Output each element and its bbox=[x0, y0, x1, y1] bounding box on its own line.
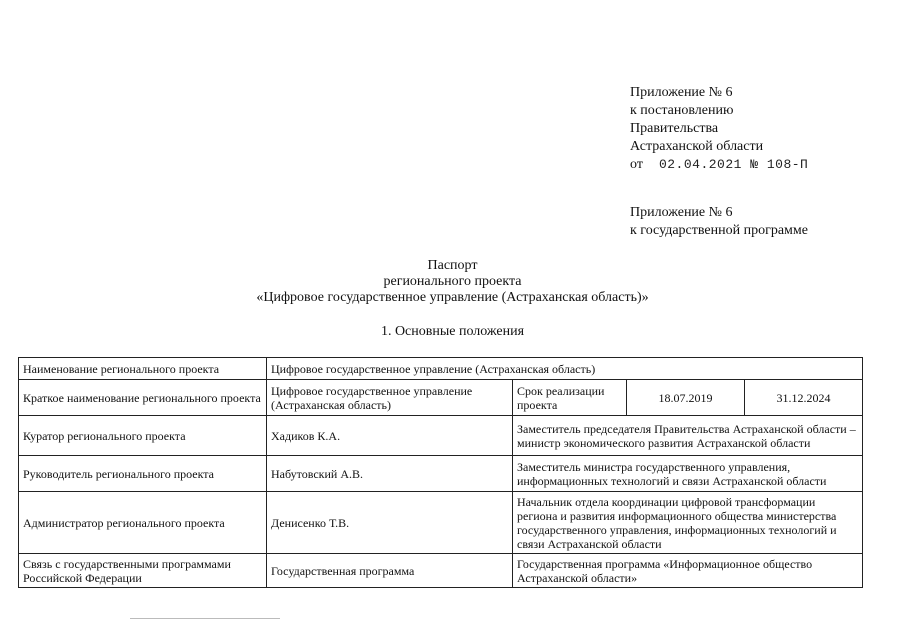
row-person-name: Денисенко Т.В. bbox=[267, 492, 513, 554]
appendix-program-line: к государственной программе bbox=[630, 223, 808, 238]
appendix-date-line bbox=[630, 156, 808, 174]
date-prefix: от bbox=[630, 157, 643, 172]
table-row bbox=[19, 554, 863, 588]
section-heading: 1. Основные положения bbox=[380, 324, 525, 339]
row-label: Наименование регионального проекта bbox=[19, 358, 267, 380]
decree-date-stamp: 02.04.2021 № 108-П bbox=[658, 157, 809, 172]
title-line-project-type: регионального проекта bbox=[383, 274, 522, 289]
table-row bbox=[19, 358, 863, 380]
row-label: Администратор регионального проекта bbox=[19, 492, 267, 554]
title-line-project-name: «Цифровое государственное управление (Астраханская область)» bbox=[256, 290, 649, 305]
title-line-passport: Паспорт bbox=[427, 258, 478, 273]
appendix-region-line: Астраханской области bbox=[630, 139, 764, 154]
table-row bbox=[19, 416, 863, 456]
row-program-name: Государственная программа bbox=[267, 554, 513, 588]
row-label: Куратор регионального проекта bbox=[19, 416, 267, 456]
period-label: Срок реализации проекта bbox=[513, 380, 627, 416]
period-start-date: 18.07.2019 bbox=[627, 380, 745, 416]
row-value: Цифровое государственное управление (Астраханская область) bbox=[267, 380, 513, 416]
appendix-decree-line: к постановлению bbox=[630, 103, 734, 118]
table-row bbox=[19, 380, 863, 416]
appendix-number: Приложение № 6 bbox=[630, 205, 733, 220]
appendix-number: Приложение № 6 bbox=[630, 85, 733, 100]
row-person-name: Хадиков К.А. bbox=[267, 416, 513, 456]
row-label: Связь с государственными программами Российской Федерации bbox=[19, 554, 267, 588]
scan-artifact bbox=[130, 618, 280, 619]
row-value: Цифровое государственное управление (Астраханская область) bbox=[267, 358, 863, 380]
row-label: Руководитель регионального проекта bbox=[19, 456, 267, 492]
row-person-position: Заместитель министра государственного управления, информационных технологий и связи Астраханской области bbox=[513, 456, 863, 492]
appendix-decree-block bbox=[630, 84, 808, 174]
row-program-description: Государственная программа «Информационное общество Астраханской области» bbox=[513, 554, 863, 588]
row-label: Краткое наименование регионального проекта bbox=[19, 380, 267, 416]
period-end-date: 31.12.2024 bbox=[745, 380, 863, 416]
table-row bbox=[19, 456, 863, 492]
project-passport-table bbox=[18, 357, 863, 588]
row-person-position: Начальник отдела координации цифровой трансформации региона и развития информационного общества министерства государственного управления, информационных технологий и связи Астраханской области bbox=[513, 492, 863, 554]
table-row bbox=[19, 492, 863, 554]
row-person-position: Заместитель председателя Правительства Астраханской области – министр экономического развития Астраханской области bbox=[513, 416, 863, 456]
document-title bbox=[0, 258, 905, 306]
appendix-program-block bbox=[630, 204, 808, 240]
row-person-name: Набутовский А.В. bbox=[267, 456, 513, 492]
appendix-government-line: Правительства bbox=[630, 121, 719, 136]
